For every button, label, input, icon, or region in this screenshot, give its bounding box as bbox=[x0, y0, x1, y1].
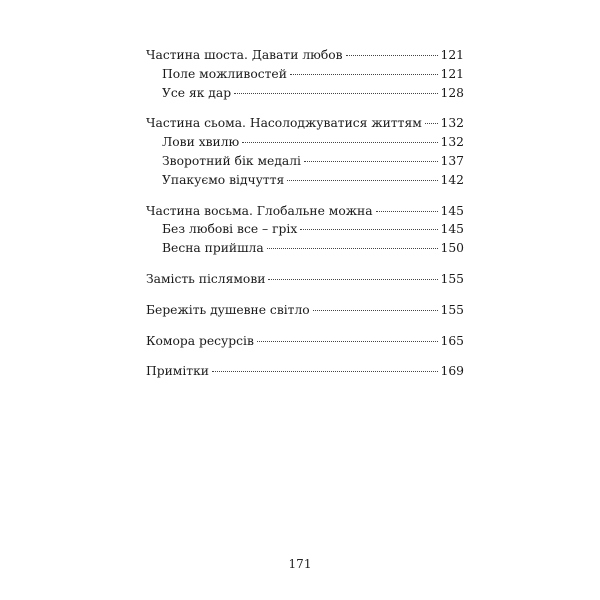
toc-entry bbox=[146, 114, 464, 133]
toc-subentry bbox=[146, 220, 464, 239]
toc-entry-title: Упакуємо відчуття bbox=[162, 172, 285, 187]
toc-entry-title: Зворотний бік медалі bbox=[162, 153, 301, 168]
dot-leader bbox=[234, 93, 437, 94]
toc-entry bbox=[146, 270, 464, 289]
dot-leader bbox=[304, 161, 438, 162]
dot-leader bbox=[268, 279, 437, 280]
toc-subentry bbox=[146, 65, 464, 84]
dot-leader bbox=[212, 371, 438, 372]
toc-entry-page: 155 bbox=[440, 302, 464, 317]
toc-entry-page: 169 bbox=[440, 364, 464, 379]
toc-entry-page: 121 bbox=[440, 48, 464, 62]
toc-entry-title: Частина восьма. Глобальне можна bbox=[146, 203, 373, 218]
toc-entry-page: 132 bbox=[440, 135, 464, 150]
toc-subentry bbox=[146, 239, 464, 258]
toc-entry-title: Частина сьома. Насолоджуватися життям bbox=[146, 116, 422, 131]
table-of-contents bbox=[146, 46, 464, 393]
toc-group bbox=[146, 362, 464, 381]
dot-leader bbox=[242, 142, 437, 143]
dot-leader bbox=[287, 180, 437, 181]
toc-entry-title: Частина шоста. Давати любов bbox=[146, 48, 343, 62]
toc-entry-title: Замість післямови bbox=[146, 271, 266, 286]
dot-leader bbox=[257, 341, 438, 342]
toc-entry-page: 132 bbox=[440, 116, 464, 131]
toc-entry bbox=[146, 332, 464, 351]
dot-leader bbox=[425, 123, 438, 124]
toc-entry-page: 121 bbox=[440, 66, 464, 81]
toc-entry-page: 155 bbox=[440, 271, 464, 286]
toc-entry-page: 145 bbox=[440, 203, 464, 218]
toc-entry-page: 165 bbox=[440, 333, 464, 348]
toc-subentry bbox=[146, 152, 464, 171]
toc-entry bbox=[146, 301, 464, 320]
toc-entry-title: Лови хвилю bbox=[162, 135, 240, 150]
dot-leader bbox=[313, 310, 438, 311]
toc-entry bbox=[146, 362, 464, 381]
toc-entry-title: Комора ресурсів bbox=[146, 333, 254, 348]
toc-entry-page: 142 bbox=[440, 172, 464, 187]
toc-subentry bbox=[146, 133, 464, 152]
toc-group bbox=[146, 270, 464, 289]
toc-entry bbox=[146, 202, 464, 221]
dot-leader bbox=[346, 55, 438, 56]
dot-leader bbox=[376, 211, 438, 212]
toc-group bbox=[146, 46, 464, 102]
toc-entry-page: 150 bbox=[440, 241, 464, 256]
toc-group bbox=[146, 114, 464, 189]
toc-group bbox=[146, 301, 464, 320]
toc-entry-title: Усе як дар bbox=[162, 85, 232, 100]
dot-leader bbox=[290, 74, 438, 75]
toc-entry bbox=[146, 46, 464, 65]
toc-group bbox=[146, 332, 464, 351]
toc-subentry bbox=[146, 171, 464, 190]
dot-leader bbox=[300, 229, 437, 230]
toc-group bbox=[146, 202, 464, 258]
toc-entry-page: 137 bbox=[440, 153, 464, 168]
toc-entry-title: Бережіть душевне світло bbox=[146, 302, 310, 317]
dot-leader bbox=[267, 248, 438, 249]
toc-entry-title: Весна прийшла bbox=[162, 241, 264, 256]
toc-entry-page: 145 bbox=[440, 222, 464, 237]
toc-entry-title: Поле можливостей bbox=[162, 66, 287, 81]
toc-subentry bbox=[146, 84, 464, 103]
toc-entry-page: 128 bbox=[440, 85, 464, 100]
toc-entry-title: Без любові все – гріх bbox=[162, 222, 298, 237]
toc-entry-title: Примітки bbox=[146, 364, 209, 379]
page-number: 171 bbox=[288, 557, 312, 571]
